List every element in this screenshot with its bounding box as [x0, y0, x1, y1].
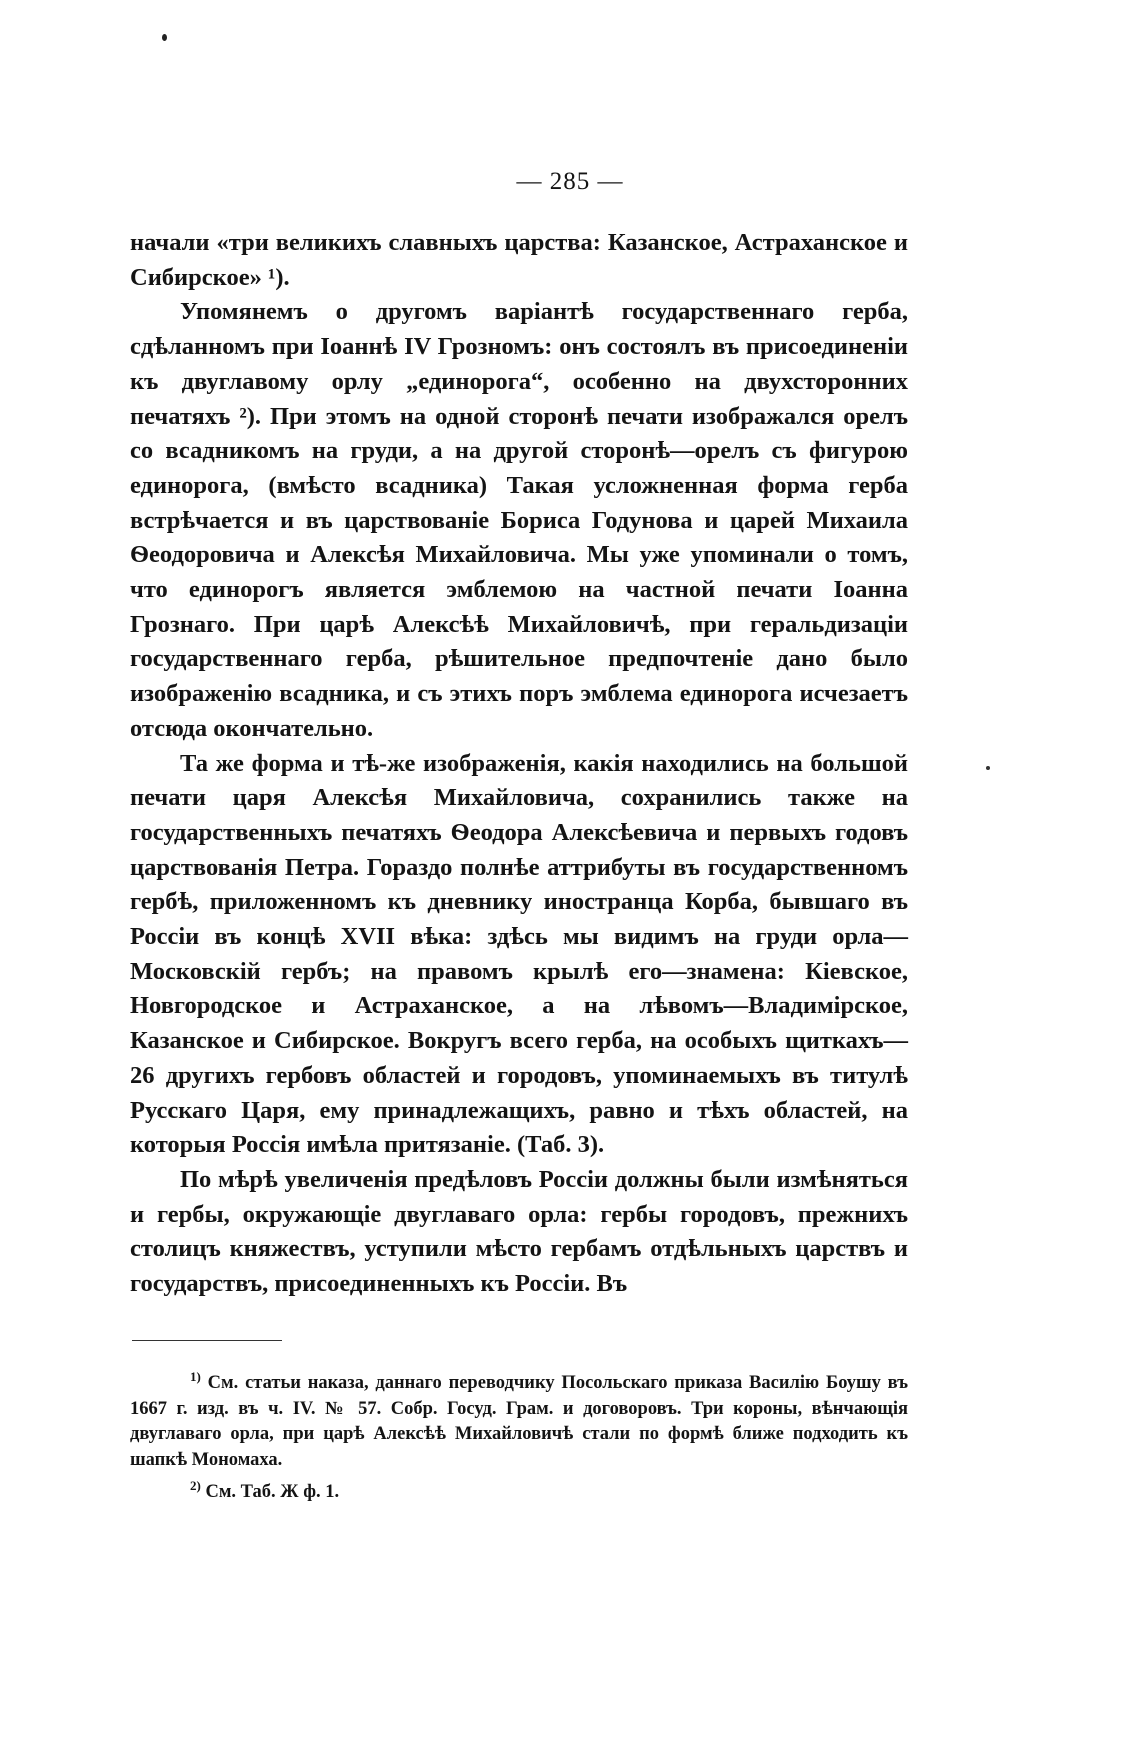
footnote-separator: [132, 1340, 282, 1341]
footnote-1-marker: 1): [190, 1369, 201, 1384]
footnote-2: [130, 1473, 908, 1506]
footnote-2-text: См. Таб. Ж ф. 1.: [205, 1482, 340, 1503]
paragraph-2: Упомянемъ о другомъ варіантѣ государственнаго герба, сдѣланномъ при Іоаннѣ IV Грозномъ: онъ состоялъ въ присоединеніи къ двуглавому орлу „единорога“, особенно на двухсторонних печатяхъ ²). При этомъ на одной сторонѣ печати изображался орелъ со всадникомъ на груди, а на другой сторонѣ—орелъ съ фигурою единорога, (вмѣсто всадника) Такая усложненная форма герба встрѣчается и въ царствованіе Бориса Годунова и царей Михаила Ѳеодоровича и Алексѣя Михайловича. Мы уже упоминали о томъ, что единорогъ является эмблемою на частной печати Іоанна Грознаго. При царѣ Алексѣѣ Михайловичѣ, при геральдизаціи государственнаго герба, рѣшительное предпочтеніе дано было изображенію всадника, и съ этихъ поръ эмблема единорога исчезаетъ отсюда окончательно.: [130, 298, 908, 742]
ink-speck-margin: [986, 766, 990, 770]
page-number: — 285 —: [516, 168, 624, 195]
main-text: [130, 226, 908, 1302]
footnote-1-text: См. статьи наказа, даннаго переводчику Посольскаго приказа Василію Боушу въ 1667 г. изд. въ ч. IV. № 57. Собр. Госуд. Грам. и договоровъ. Три короны, вѣнчающія двуглаваго орла, при царѣ Алексѣѣ Михайловичѣ стали по формѣ ближе подходить къ шапкѣ Мономаха.: [130, 1373, 908, 1470]
ink-speck: [162, 34, 167, 41]
footnote-2-marker: 2): [190, 1478, 201, 1494]
footnotes: [130, 1364, 908, 1506]
paragraph-3: Та же форма и тѣ-же изображенія, какія находились на большой печати царя Алексѣя Михайловича, сохранились также на государственныхъ печатяхъ Ѳеодора Алексѣевича и первыхъ годовъ царствованія Петра. Гораздо полнѣе аттрибуты въ государственномъ гербѣ, приложенномъ къ дневнику иностранца Корба, бывшаго въ Россіи въ концѣ XVII вѣка: здѣсь мы видимъ на груди орла—Московскій гербъ; на правомъ крылѣ его—знамена: Кіевское, Новгородское и Астраханское, а на лѣвомъ—Владимірское, Казанское и Сибирское. Вокругъ всего герба, на особыхъ щиткахъ—26 другихъ гербовъ областей и городовъ, упоминаемыхъ въ титулѣ Русскаго Царя, ему принадлежащихъ, равно и тѣхъ областей, на которыя Россія имѣла притязаніе. (Таб. 3).: [130, 749, 908, 1159]
footnote-1: [130, 1364, 908, 1473]
paragraph-1: начали «три великихъ славныхъ царства: Казанское, Астраханское и Сибирское» ¹).: [130, 229, 908, 291]
paragraph-4: По мѣрѣ увеличенія предѣловъ Россіи должны были измѣняться и гербы, окружающіе двуглаваго орла: гербы городовъ, прежнихъ столицъ княжествъ, уступили мѣсто гербамъ отдѣльныхъ царствъ и государствъ, присоединенныхъ къ Россіи. Въ: [130, 1165, 908, 1298]
